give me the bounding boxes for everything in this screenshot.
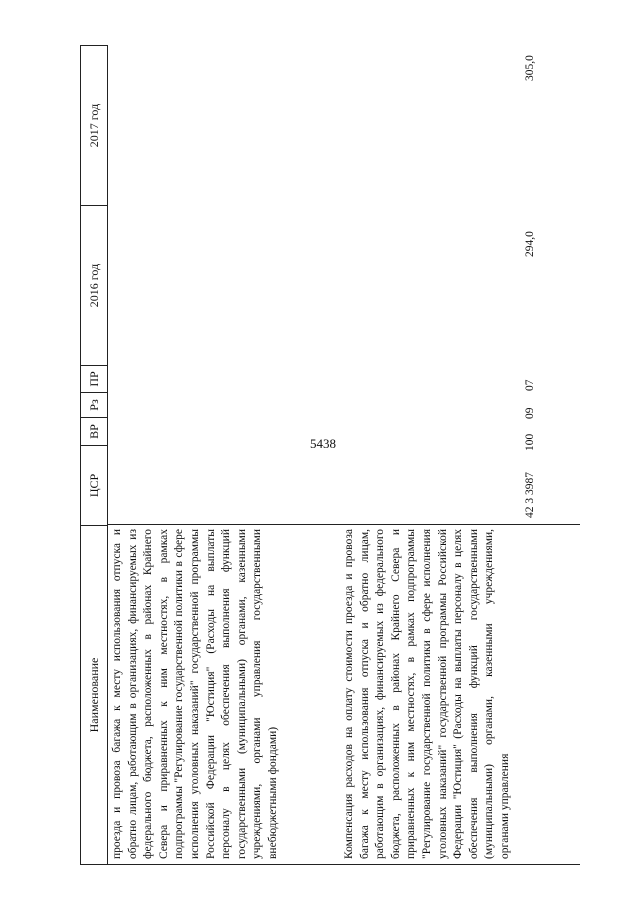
header-vr: ВР [80, 417, 108, 445]
name-column-divider [108, 524, 580, 525]
table-row-2-name: Компенсация расходов на оплату стоимости проезда и провоза багажа к месту использования отпуска и обратно лицам, работающим в организациях, финансируемых из федерального бюджета, расположенных в районах Крайнего Севера и приравненных к ним местностях, в рамках подпрограммы "Регулирование государственной политики в сфере исполнения уголовных наказаний" государственной программы Российской Федерации "Юстиция" (Расходы на выплаты персоналу в целях обеспечения выполнения функций государственными (муниципальными) органами, казенными учреждениями, органами управления [343, 529, 511, 859]
header-2017: 2017 год [80, 45, 108, 205]
header-pr: ПР [80, 365, 108, 392]
header-csr: ЦСР [80, 445, 108, 525]
table-row-2-rz: 09 [524, 407, 536, 419]
header-name: Наименование [80, 525, 108, 865]
table-row-2-2017: 305,0 [524, 55, 536, 81]
table-row-2-2016: 294,0 [524, 231, 536, 257]
table-row-2-csr: 42 3 3987 [524, 472, 536, 518]
rotated-table [80, 45, 580, 865]
table-row-1-name: проезда и провоза багажа к месту использования отпуска и обратно лицам, работающим в организациях, финансируемых из федерального бюджета, расположенных в районах Крайнего Севера и приравненных к ним местностях, в рамках подпрограммы "Регулирование государственной политики в сфере исполнения уголовных наказаний" государственной программы Российской Федерации "Юстиция" (Расходы на выплаты персоналу в целях обеспечения выполнения функций государственными (муниципальными) органами, казенными учреждениями, органами управления государственными внебюджетными фондами) [111, 529, 279, 859]
header-rz: Рз [80, 392, 108, 417]
page-number: 5438 [310, 436, 336, 451]
left-border [108, 864, 580, 865]
table-row-2-pr: 07 [524, 379, 536, 391]
table-row-2-vr: 100 [524, 433, 536, 451]
header-2016: 2016 год [80, 205, 108, 365]
